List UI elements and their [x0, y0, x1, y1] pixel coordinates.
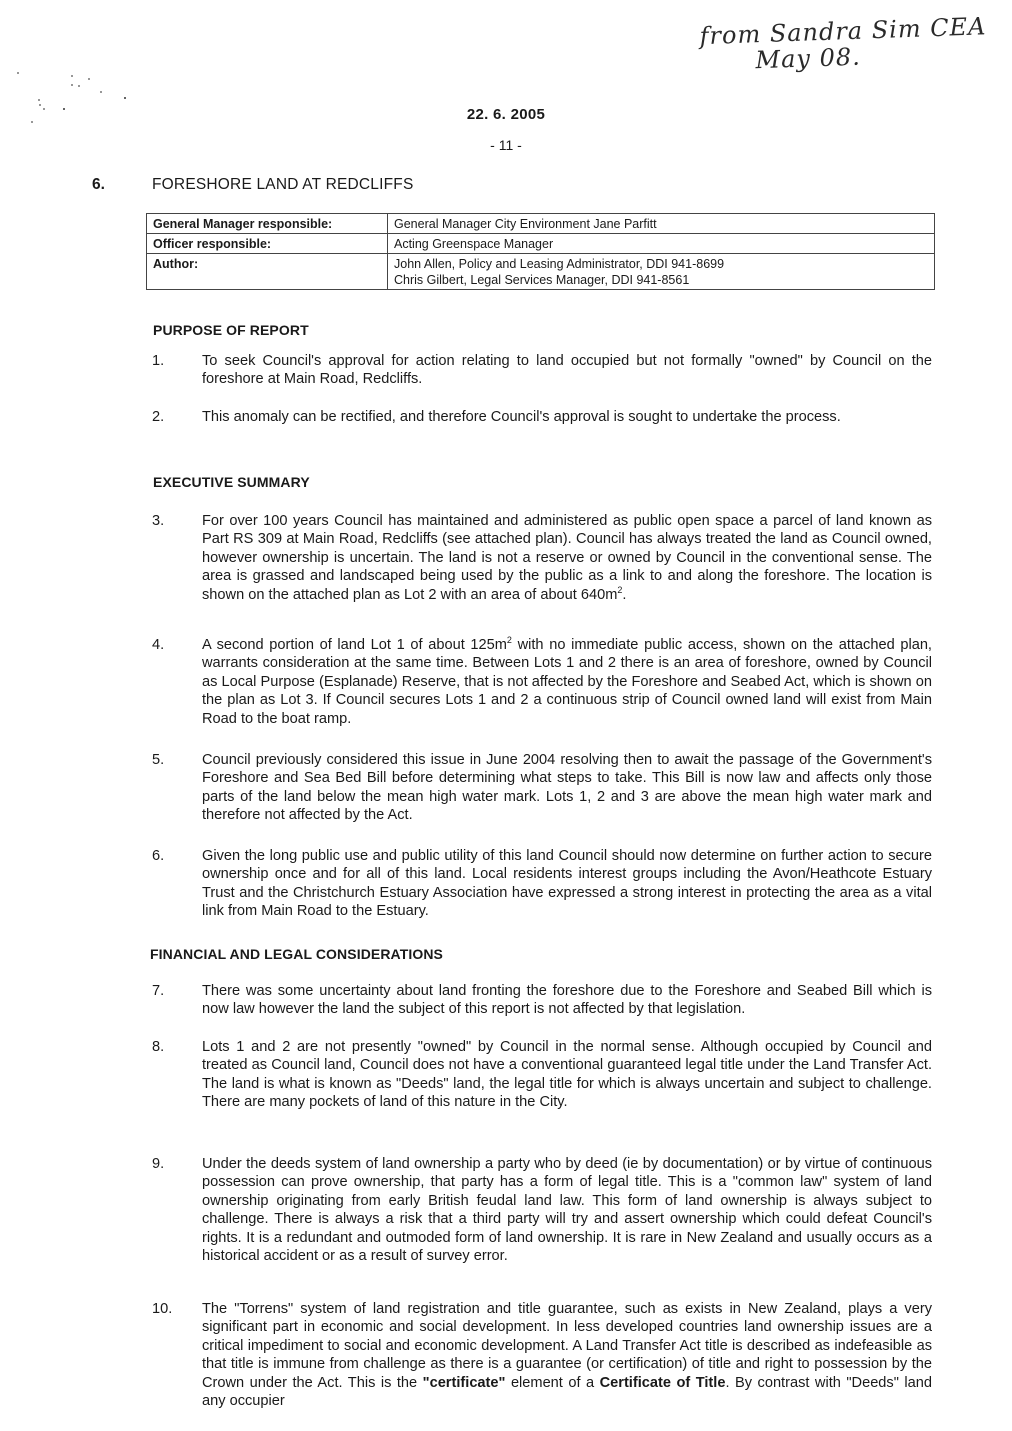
bold-term-certificate: "certificate" [422, 1374, 506, 1391]
bold-term-certificate-of-title: Certificate of Title [599, 1374, 726, 1391]
paragraph-number: 7. [152, 983, 165, 999]
paragraph-4 [152, 636, 932, 728]
table-row [147, 254, 935, 290]
table-row [147, 234, 935, 254]
paragraph-number: 2. [152, 409, 165, 425]
author-1: John Allen, Policy and Leasing Administrator, DDI 941-8699 [394, 257, 725, 271]
paragraph-9 [152, 1155, 932, 1265]
section-title [92, 176, 413, 194]
row-value: Acting Greenspace Manager [388, 234, 935, 254]
paragraph-text: Given the long public use and public utility of this land Council should now determine on further action to secure ownership once and for all of this land. Local residents interest groups including the Avon/Heathcote Estuary Trust and the Christchurch Estuary Association have expressed a strong interest in protecting the area as a vital link from Main Road to the Estuary. [202, 848, 932, 920]
paragraph-number: 10. [152, 1301, 173, 1317]
paragraph-text: There was some uncertainty about land fronting the foreshore due to the Foreshore and Seabed Bill which is now law however the land the subject of this report is not affected by that legislation. [202, 983, 932, 1018]
paragraph-10 [152, 1300, 932, 1410]
scan-specks [0, 60, 180, 140]
text-segment: . By contrast with "Deeds" land any occupier [202, 1374, 932, 1410]
section-title-text: FORESHORE LAND AT REDCLIFFS [152, 176, 414, 193]
superscript: 2 [506, 635, 512, 646]
text-segment: . [622, 586, 627, 603]
paragraph-number: 5. [152, 752, 165, 768]
author-2: Chris Gilbert, Legal Services Manager, DDI 941-8561 [394, 273, 690, 287]
row-label: Author: [147, 254, 388, 290]
section-number: 6. [92, 176, 105, 193]
paragraph-number: 4. [152, 637, 165, 653]
page-number: - 11 - [490, 137, 522, 153]
handwritten-annotation [699, 13, 1001, 75]
text-segment: element of a [505, 1374, 600, 1391]
responsibility-table [146, 213, 935, 290]
paragraph-text: Lots 1 and 2 are not presently "owned" by Council in the normal sense. Although occupied by Council and treated as Council land, Council does not have a conventional guaranteed legal title under the Land Transfer Act. The land is what is known as "Deeds" land, the legal title for which is always uncertain and subject to challenge. There are many pockets of land of this nature in the City. [202, 1039, 932, 1111]
text-segment: For over 100 years Council has maintained and administered as public open space a parcel of land known as Part RS 309 at Main Road, Redcliffs (see attached plan). Council has always treated the land as Council owned, however ownership is uncertain. The land is not a reserve or owned by Council in the conventional sense. The area is grassed and landscaped being used by the public as a link to and along the foreshore. The location is shown on the attached plan as Lot 2 with an area of about 640m [202, 513, 932, 603]
paragraph-number: 1. [152, 353, 165, 369]
paragraph-number: 9. [152, 1156, 165, 1172]
paragraph-number: 6. [152, 848, 165, 864]
paragraph-text: Under the deeds system of land ownership a party who by deed (ie by documentation) or by virtue of continuous possession can prove ownership, that party has a form of legal title. This is a "common law" system of land ownership originating from early British feudal land law. This form of land ownership is always subject to challenge. There is always a risk that a third party will try and assert ownership which could defeat Council's rights. It is a redundant and outmoded form of land ownership. It is rare in New Zealand and usually occurs as a historical accident or as a result of survey error. [202, 1156, 932, 1265]
text-segment: with no immediate public access, shown on the attached plan, warrants consideration at the same time. Between Lots 1 and 2 there is an area of foreshore, owned by Council as Local Purpose (Esplanade) Reserve, that is not affected by the Foreshore and Seabed Act, which is shown on the plan as Lot 3. If Council secures Lots 1 and 2 a continuous strip of Council owned land will exist from Main Road to the boat ramp. [202, 637, 932, 727]
text-segment: A second portion of land Lot 1 of about 125m [202, 637, 507, 653]
paragraph-text: Council previously considered this issue in June 2004 resolving then to await the passage of the Government's Foreshore and Sea Bed Bill before determining what steps to take. This Bill is now law and affects only those parts of the land below the mean high water mark. Lots 1, 2 and 3 are above the mean high water mark and therefore not affected by the Act. [202, 752, 932, 824]
paragraph-number: 3. [152, 513, 165, 529]
paragraph-8 [152, 1038, 932, 1112]
paragraph-number: 8. [152, 1039, 165, 1055]
row-label: General Manager responsible: [147, 214, 388, 234]
paragraph-5 [152, 751, 932, 825]
paragraph-3 [152, 512, 932, 604]
row-label: Officer responsible: [147, 234, 388, 254]
paragraph-text [202, 1300, 932, 1410]
paragraph-text [202, 636, 932, 728]
paragraph-text: To seek Council's approval for action relating to land occupied but not formally "owned" by Council on the foreshore at Main Road, Redcliffs. [202, 353, 932, 388]
paragraph-2 [152, 408, 932, 426]
paragraph-6 [152, 847, 932, 921]
handwritten-line-1: from Sandra Sim CEA [699, 12, 987, 51]
heading-executive-summary: EXECUTIVE SUMMARY [153, 474, 310, 490]
paragraph-text: This anomaly can be rectified, and therefore Council's approval is sought to undertake the process. [202, 409, 841, 425]
document-date: 22. 6. 2005 [466, 106, 546, 123]
paragraph-7 [152, 982, 932, 1019]
text-segment: The "Torrens" system of land registration and title guarantee, such as exists in New Zealand, plays a very significant part in economic and social development. In less developed countries land ownership issues are a critical impediment to social and economic development. A Land Transfer Act title is described as indefeasible as that title is immune from challenge as there is a guarantee (or certification) of title and right to possession by the Crown under the Act. This is the [202, 1301, 932, 1391]
row-value [388, 254, 935, 290]
paragraph-1 [152, 352, 932, 389]
superscript: 2 [617, 584, 623, 595]
heading-purpose: PURPOSE OF REPORT [153, 322, 309, 338]
heading-financial-legal: FINANCIAL AND LEGAL CONSIDERATIONS [150, 946, 443, 962]
row-value: General Manager City Environment Jane Parfitt [388, 214, 935, 234]
paragraph-text [202, 512, 932, 604]
handwritten-line-2: May 08. [755, 42, 862, 75]
table-row [147, 214, 935, 234]
